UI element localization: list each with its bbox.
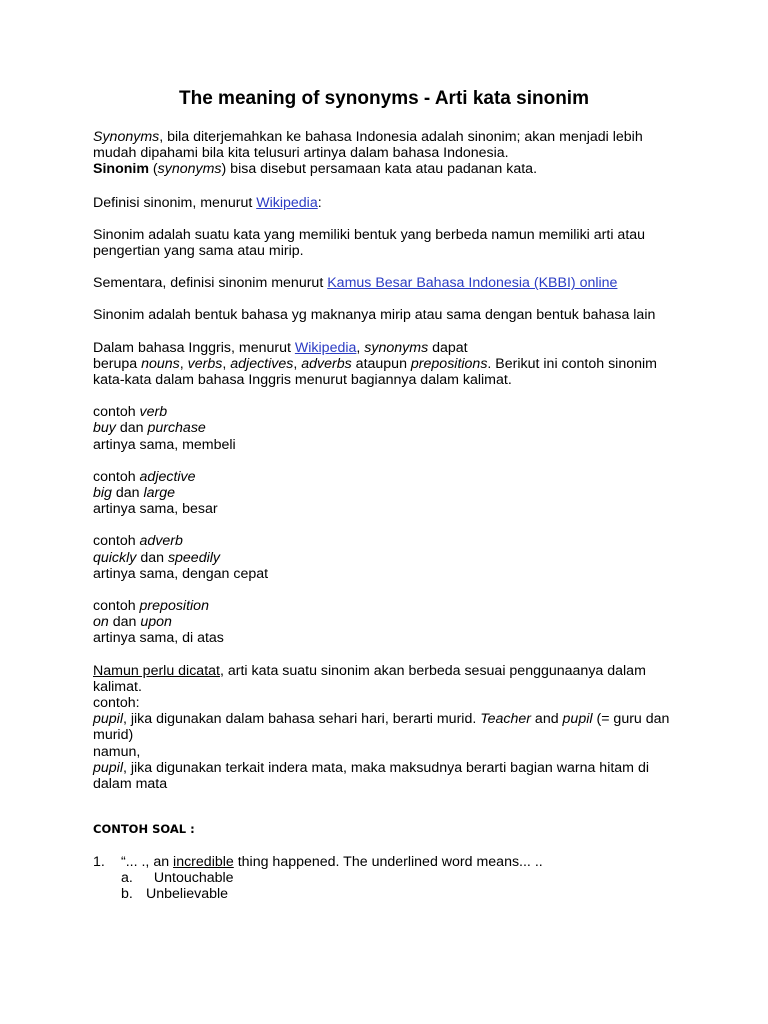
- example-word-2: speedily: [167, 549, 220, 566]
- wiki-definition-intro: [93, 195, 681, 211]
- english-prefix: Dalam bahasa Inggris, menurut: [93, 339, 295, 356]
- question-1: [93, 854, 681, 870]
- comma-1: ,: [179, 355, 188, 372]
- example-adverb: [93, 533, 681, 582]
- intro-paragraph: [93, 129, 681, 178]
- question-underlined-word: incredible: [173, 853, 234, 870]
- example-type: preposition: [139, 598, 209, 615]
- note-rest: arti kata suatu sinonim akan berbeda sesuai penggunaanya dalam kalimat.: [93, 662, 646, 695]
- note-paragraph: [93, 663, 681, 793]
- dapat-word: dapat: [428, 339, 468, 356]
- wiki-def-suffix: :: [317, 194, 322, 211]
- option-a: [93, 870, 681, 886]
- kbbi-link[interactable]: Kamus Besar Bahasa Indonesia (KBBI) online: [327, 275, 618, 292]
- example-label: contoh: [93, 404, 140, 421]
- document-page: [93, 88, 681, 902]
- question-post: thing happened. The underlined word means... ..: [233, 853, 543, 870]
- adverbs-word: adverbs: [301, 355, 352, 372]
- example-dan: dan: [111, 485, 144, 502]
- wikipedia-link-2[interactable]: Wikipedia: [294, 339, 357, 356]
- example-word-1: quickly: [93, 549, 137, 566]
- contoh-soal-heading: CONTOH SOAL :: [93, 822, 195, 837]
- note-line-1-end: (= guru dan murid): [93, 711, 670, 744]
- example-label: contoh: [93, 533, 140, 550]
- example-word-2: large: [143, 485, 176, 502]
- kbbi-def-prefix: Sementara, definisi sinonim menurut: [93, 275, 328, 292]
- example-word-2: upon: [140, 614, 172, 631]
- example-dan: dan: [136, 549, 168, 566]
- wiki-def-prefix: Definisi sinonim, menurut: [93, 194, 257, 211]
- pupil-word: pupil: [93, 711, 123, 728]
- sinonim-term: Sinonim: [93, 161, 149, 178]
- option-letter: a.: [121, 869, 133, 886]
- example-adjective: [93, 469, 681, 518]
- option-text: Untouchable: [146, 869, 234, 886]
- note-contoh: contoh:: [93, 695, 140, 712]
- example-label: contoh: [93, 598, 140, 615]
- note-underlined: Namun perlu dicatat,: [93, 662, 224, 679]
- berupa-word: berupa: [93, 355, 142, 372]
- example-verb: [93, 404, 681, 453]
- example-meaning: artinya sama, dengan cepat: [93, 565, 269, 582]
- page-title: The meaning of synonyms - Arti kata sinonim: [179, 88, 589, 109]
- and-word: and: [530, 711, 563, 728]
- kbbi-definition-intro: [93, 275, 681, 291]
- option-b: [93, 886, 681, 902]
- example-preposition: [93, 598, 681, 647]
- pupil-word-2: pupil: [562, 711, 593, 728]
- example-word-1: buy: [93, 420, 116, 437]
- comma: ,: [356, 339, 365, 356]
- pupil-word-3: pupil: [93, 759, 123, 776]
- example-type: verb: [139, 404, 168, 421]
- wikipedia-link[interactable]: Wikipedia: [256, 194, 318, 211]
- comma-3: ,: [293, 355, 302, 372]
- synonyms-italic: synonyms: [157, 161, 222, 178]
- nouns-word: nouns: [141, 355, 180, 372]
- note-line-2: , jika digunakan terkait indera mata, maka maksudnya berarti bagian warna hitam di dalam mata: [93, 759, 649, 793]
- comma-2: ,: [222, 355, 231, 372]
- example-word-1: big: [93, 485, 112, 502]
- synonyms-term: Synonyms: [93, 129, 160, 145]
- example-meaning: artinya sama, membeli: [93, 436, 236, 453]
- example-dan: dan: [108, 614, 141, 631]
- question-pre: “... ., an: [121, 853, 174, 870]
- example-meaning: artinya sama, di atas: [93, 630, 224, 647]
- english-paragraph: [93, 340, 681, 389]
- example-dan: dan: [115, 420, 148, 437]
- intro-text: , bila diterjemahkan ke bahasa Indonesia adalah sinonim; akan menjadi lebih mudah dipahami bila kita telusuri artinya dalam bahasa Indonesia.: [93, 129, 643, 162]
- example-type: adverb: [139, 533, 183, 550]
- example-word-1: on: [93, 614, 109, 631]
- example-label: contoh: [93, 468, 140, 485]
- prepositions-word: prepositions: [410, 355, 488, 372]
- intro-text-2: ) bisa disebut persamaan kata atau padanan kata.: [221, 161, 538, 178]
- option-text: Unbelievable: [146, 885, 229, 902]
- question-number: 1.: [93, 853, 105, 870]
- teacher-word: Teacher: [480, 711, 531, 728]
- option-letter: b.: [121, 885, 133, 902]
- verbs-word: verbs: [187, 355, 223, 372]
- example-word-2: purchase: [147, 420, 206, 437]
- example-type: adjective: [139, 468, 196, 485]
- ataupun-word: ataupun: [351, 355, 411, 372]
- wiki-definition-text: Sinonim adalah suatu kata yang memiliki bentuk yang berbeda namun memiliki arti atau pengertian yang sama atau mirip.: [93, 226, 646, 260]
- example-meaning: artinya sama, besar: [93, 501, 218, 518]
- paren-open: (: [148, 161, 158, 178]
- english-rest: . Berikut ini contoh sinonim kata-kata dalam bahasa Inggris menurut bagiannya dalam kalimat.: [93, 355, 657, 389]
- note-line-1: , jika digunakan dalam bahasa sehari hari, berarti murid.: [122, 711, 481, 728]
- adjectives-word: adjectives: [230, 355, 294, 372]
- synonyms-word: synonyms: [364, 339, 429, 356]
- namun-word: namun,: [93, 743, 141, 760]
- kbbi-definition-text: Sinonim adalah bentuk bahasa yg maknanya mirip atau sama dengan bentuk bahasa lain: [93, 307, 656, 324]
